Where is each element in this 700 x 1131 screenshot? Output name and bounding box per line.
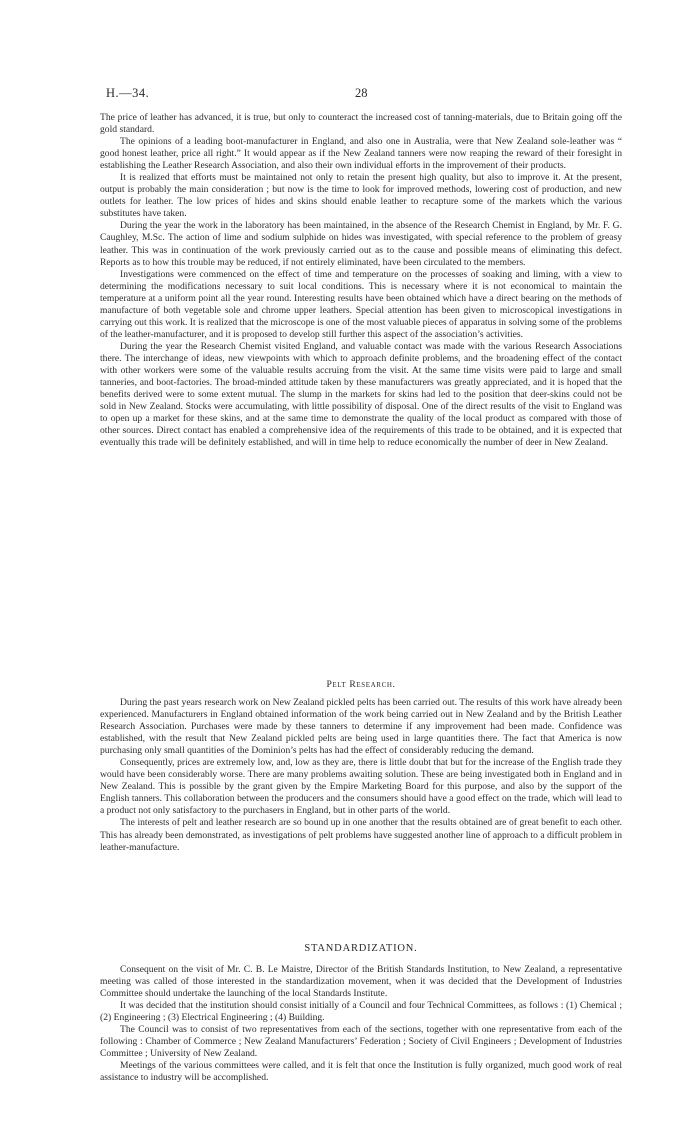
paragraph: It is realized that efforts must be maintained not only to retain the present high quality, but also to improve it. At the present, output is probably the main consideration ; but now is the time to look for improved methods, lowering cost of production, and new outlets for leather. The low prices of hides and skins should enable leather to recapture some of the markets which the various substitutes have taken. bbox=[100, 172, 622, 220]
paragraph: The price of leather has advanced, it is true, but only to counteract the increased cost of tanning-materials, due to Britain going off the gold standard. bbox=[100, 112, 622, 136]
paragraph: The Council was to consist of two representatives from each of the sections, together with one representative from each of the following : Chamber of Commerce ; New Zealand Manufacturers’ Federation ; Society of Civil Engineers ; Development of Industries Committee ; University of New Zealand. bbox=[100, 1024, 622, 1060]
paragraph: The opinions of a leading boot-manufacturer in England, and also one in Australia, were that New Zealand sole-leather was “ good honest leather, price all right.” It would appear as if the New Zealand tanners were now reaping the reward of their foresight in establishing the Leather Research Association, and also their own individual efforts in the improvement of their products. bbox=[100, 136, 622, 172]
pelt-research-section bbox=[100, 697, 622, 854]
paragraph: Consequently, prices are extremely low, and, low as they are, there is little doubt that but for the increase of the English trade they would have been considerably worse. There are many problems awaiting solution. These are being investigated both in England and in New Zealand. This is possible by the grant given by the Empire Marketing Board for this purpose, and also by the support of the English tanners. This collaboration between the producers and the consumers should have a good effect on the trade, which will lead to a product not only satisfactory to the purchasers in England, but in other parts of the world. bbox=[100, 757, 622, 817]
paragraph: During the year the Research Chemist visited England, and valuable contact was made with the various Research Associations there. The interchange of ideas, new viewpoints with which to approach definite problems, and the broadening effect of the contact with other workers were some of the valuable results accruing from the visit. At the same time visits were paid to large and small tanneries, and boot-factories. The broad-minded attitude taken by these manufacturers was greatly appreciated, and it is hoped that the benefits derived were to some extent mutual. The slump in the markets for skins had led to the position that deer-skins could not be sold in New Zealand. Stocks were accumulating, with little possibility of disposal. One of the direct results of the visit to England was to open up a market for these skins, and at the same time to demonstrate the quality of the local product as compared with those of other sources. Direct contact has enabled a comprehensive idea of the requirements of this trade to be obtained, and it is expected that eventually this trade will be definitely established, and will in time help to reduce economically the number of deer in New Zealand. bbox=[100, 340, 622, 449]
paragraph: During the past years research work on New Zealand pickled pelts has been carried out. The results of this work have already been experienced. Manufacturers in England obtained information of the work being carried out in New Zealand and by the British Leather Research Association. Purchases were made by these tanners to determine if any improvement had been made. Confidence was established, with the result that New Zealand pickled pelts are being used in large quantities there. The fact that America is now purchasing only small quantities of the Dominion’s pelts has had the effect of considerably reducing the demand. bbox=[100, 697, 622, 757]
document-page bbox=[100, 86, 622, 1084]
section-heading-pelt-research: Pelt Research. bbox=[326, 679, 396, 690]
paragraph: Investigations were commenced on the effect of time and temperature on the processes of soaking and liming, with a view to determining the modifications necessary to suit local conditions. This is necessary where it is not economical to maintain the temperature at a uniform point all the year round. Interesting results have been obtained which have a direct bearing on the methods of manufacture of both vegetable sole and chrome upper leathers. Special attention has been given to microscopical investigations in carrying out this work. It is realized that the microscope is one of the most valuable pieces of apparatus in solving some of the problems of the leather-manufacturer, and it is proposed to develop still further this aspect of the association’s activities. bbox=[100, 268, 622, 340]
page-header bbox=[100, 86, 622, 108]
leather-research-section bbox=[100, 112, 622, 449]
standardization-section bbox=[100, 964, 622, 1084]
paragraph: During the year the work in the laboratory has been maintained, in the absence of the Research Chemist in England, by Mr. F. G. Caughley, M.Sc. The action of lime and sodium sulphide on hides was investigated, with special reference to the problem of greasy leather. This was in continuation of the work previously carried out as to the cause and possible means of eliminating this defect. Reports as to how this trouble may be reduced, if not entirely eliminated, have been circulated to the members. bbox=[100, 220, 622, 268]
paragraph: Consequent on the visit of Mr. C. B. Le Maistre, Director of the British Standards Institution, to New Zealand, a representative meeting was called of those interested in the standardization movement, when it was decided that the Development of Industries Committee should undertake the launching of the local Standards Institute. bbox=[100, 964, 622, 1000]
page-number: 28 bbox=[355, 86, 368, 100]
parliamentary-paper-reference: H.—34. bbox=[106, 86, 150, 100]
paragraph: The interests of pelt and leather research are so bound up in one another that the results obtained are of great benefit to each other. This has already been demonstrated, as investigations of pelt problems have suggested another line of approach to a difficult problem in leather-manufacture. bbox=[100, 817, 622, 853]
section-heading-standardization: STANDARDIZATION. bbox=[304, 943, 418, 954]
paragraph: It was decided that the institution should consist initially of a Council and four Technical Committees, as follows : (1) Chemical ; (2) Engineering ; (3) Electrical Engineering ; (4) Building. bbox=[100, 1000, 622, 1024]
paragraph: Meetings of the various committees were called, and it is felt that once the Institution is fully organized, much good work of real assistance to industry will be accomplished. bbox=[100, 1060, 622, 1084]
